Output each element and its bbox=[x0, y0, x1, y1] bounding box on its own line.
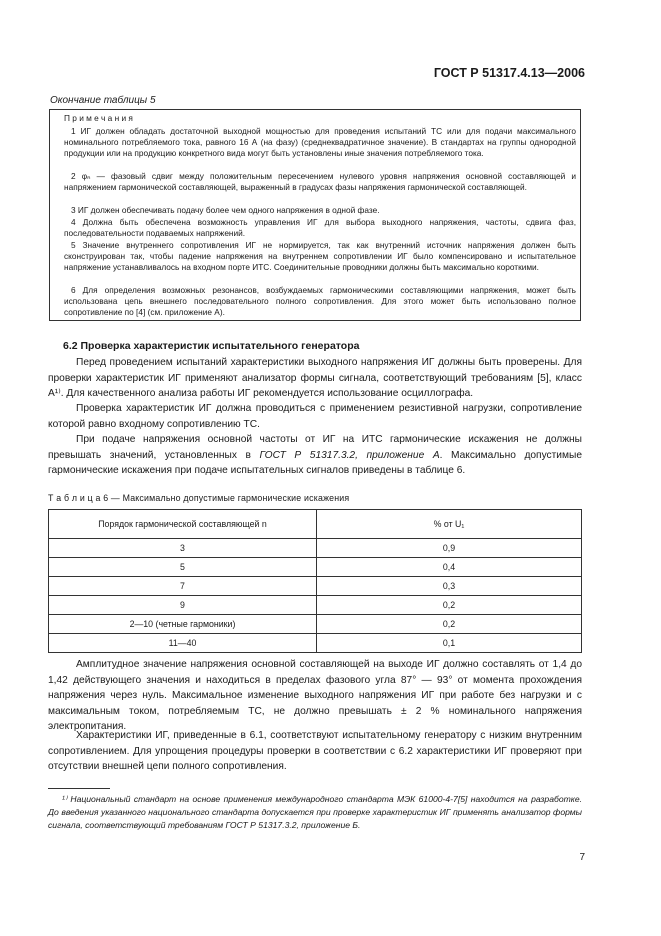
table-row bbox=[49, 539, 582, 558]
paragraph bbox=[48, 432, 582, 479]
table-cell: 11—40 bbox=[49, 634, 317, 653]
table-cell: 5 bbox=[49, 558, 317, 577]
standard-reference: ГОСТ Р 51317.3.2, приложение А bbox=[259, 449, 440, 461]
table-caption: Т а б л и ц а 6 — Максимально допустимые гармонические искажения bbox=[48, 493, 350, 503]
table-cell: 0,1 bbox=[317, 634, 582, 653]
table-cell: 7 bbox=[49, 577, 317, 596]
column-header: Порядок гармонической составляющей n bbox=[49, 510, 317, 539]
table-cell: 3 bbox=[49, 539, 317, 558]
table-cell: 0,2 bbox=[317, 596, 582, 615]
note-item: 4 Должна быть обеспечена возможность управления ИГ для выбора выходного напряжения, частоты, сдвига фаз, последовательности подаваемых напряжений. bbox=[64, 217, 576, 238]
paragraph: Проверка характеристик ИГ должна проводиться с применением резистивной нагрузки, сопротивление которой равно входному сопротивлению ТС. bbox=[48, 403, 582, 430]
table-continuation-label: Окончание таблицы 5 bbox=[50, 95, 156, 106]
table-row bbox=[49, 558, 582, 577]
paragraph: Характеристики ИГ, приведенные в 6.1, соответствуют испытательному генератору с низким внутренним сопротивлением. Для упрощения процедуры проверки в соответствии с 6.2 характеристики ИГ проверяют при отсутствии внешней цепи полного сопротивления. bbox=[48, 730, 582, 772]
note-item: 1 ИГ должен обладать достаточной выходной мощностью для проведения испытаний ТС или для подачи максимального номинального потребляемого тока, равного 16 А (на фазу) (среднеквадратичное значение). В стандартах на группы однородной продукции или на продукцию конкретного вида могут быть установлены иные значения потребляемого тока. bbox=[64, 126, 576, 158]
footnote: ¹⁾ Национальный стандарт на основе применения международного стандарта МЭК 61000-4-7[5] находится на разработке. До введения указанного национального стандарта допускается при проверке характеристик ИГ применять анализатор формы сигнала, соответствующий требованиям ГОСТ Р 51317.3.2, приложение Б. bbox=[48, 794, 582, 830]
footnote-separator bbox=[48, 788, 110, 789]
paragraph-text: При подаче напряжения основной частоты от ИГ на ИТС гармонические искажения не должны превышать значений, установленных в bbox=[48, 434, 582, 461]
table-cell: 0,2 bbox=[317, 615, 582, 634]
page-number: 7 bbox=[579, 852, 585, 863]
table-cell: 2—10 (четные гармоники) bbox=[49, 615, 317, 634]
table-cell: 0,4 bbox=[317, 558, 582, 577]
document-code: ГОСТ Р 51317.4.13—2006 bbox=[433, 66, 585, 80]
table-header-row bbox=[49, 510, 582, 539]
note-item: 5 Значение внутреннего сопротивления ИГ не нормируется, так как внутренний источник напряжения должен быть сконструирован так, чтобы падение напряжения на внутреннем сопротивлении ИГ было компенсировано и испытательное напряжение устанавливалось на входном порте ИТС. Соединительные проводники должны быть максимально короткими. bbox=[64, 240, 576, 272]
paragraph: Амплитудное значение напряжения основной составляющей на выходе ИГ должно составлять от 1,4 до 1,42 действующего значения и находиться в пределах фазового угла 87° — 93° от момента прохождения напряжения через нуль. Максимальное изменение выходного напряжения ИГ при работе без нагрузки и с максимальным током, потребляемым ТС, не должно превышать ± 2 % номинального напряжения электропитания. bbox=[48, 659, 582, 732]
table-row bbox=[49, 634, 582, 653]
section-heading: 6.2 Проверка характеристик испытательного генератора bbox=[63, 340, 360, 352]
note-item: 2 φₙ — фазовый сдвиг между положительным пересечением нулевого уровня напряжения основной составляющей и напряжением гармонической составляющей, выраженный в градусах фазы напряжения гармонической составляющей. bbox=[64, 171, 576, 192]
paragraph-text: . Максимально допустимые гармонические искажения при подаче испытательных сигналов приведены в таблице 6. bbox=[48, 449, 582, 476]
table-cell: 9 bbox=[49, 596, 317, 615]
table-cell: 0,9 bbox=[317, 539, 582, 558]
column-header: % от U₁ bbox=[317, 510, 582, 539]
table-row bbox=[49, 596, 582, 615]
table-row bbox=[49, 577, 582, 596]
table-row bbox=[49, 615, 582, 634]
notes-title: П р и м е ч а н и я bbox=[64, 113, 133, 123]
harmonics-table bbox=[48, 509, 582, 653]
paragraph: Перед проведением испытаний характеристики выходного напряжения ИГ должны быть проверены. Для проверки характеристик ИГ применяют анализатор формы сигнала, соответствующий требованиям [5], класс А¹⁾. Для качественного анализа работы ИГ рекомендуется использование осциллографа. bbox=[48, 357, 582, 399]
note-item: 3 ИГ должен обеспечивать подачу более чем одного напряжения в одной фазе. bbox=[71, 205, 380, 215]
note-item: 6 Для определения возможных резонансов, возбуждаемых гармоническими составляющими напряжения, может быть использована цепь внешнего последовательного полного сопротивления. Для этого может быть использовано полное сопротивление по [4] (см. приложение А). bbox=[64, 285, 576, 317]
table-cell: 0,3 bbox=[317, 577, 582, 596]
